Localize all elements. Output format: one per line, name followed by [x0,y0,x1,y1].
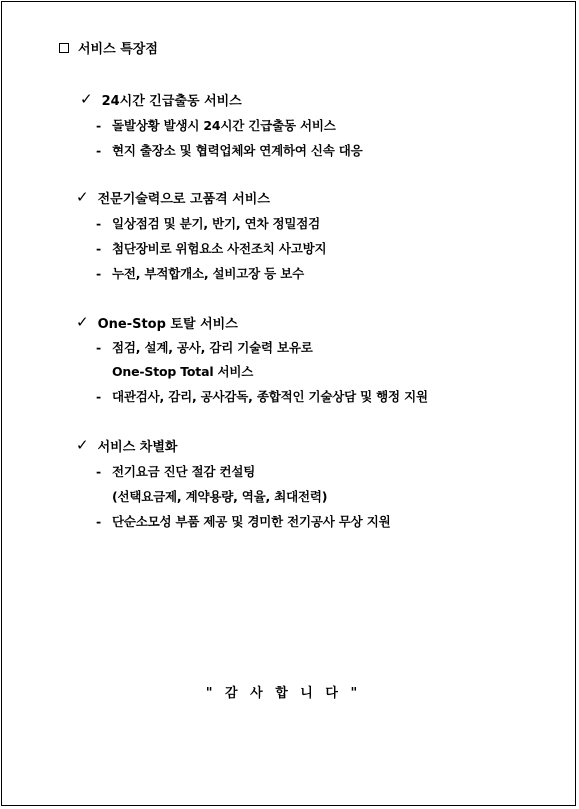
list-item [96,141,363,159]
dash-bullet: - [96,216,101,231]
dash-bullet: - [96,340,101,355]
section-heading-text: One-Stop 토탈 서비스 [97,317,238,332]
list-item-text: 점검, 설계, 공사, 감리 기술력 보유로 [112,340,313,355]
list-item [96,462,255,480]
checkmark-icon: ✓ [80,90,93,108]
list-item-text: 현지 출장소 및 협력업체와 연계하여 신속 대응 [112,143,363,158]
list-item [96,338,313,356]
list-item-text: (선택요금제, 계약용량, 역율, 최대전력) [112,489,328,504]
section-heading-one-stop [76,313,238,332]
list-item [96,512,390,530]
checkbox-icon [59,43,69,53]
list-item [96,387,428,405]
closing-thanks: " 감 사 합 니 다 " [205,686,362,701]
dash-bullet: - [96,389,101,404]
dash-bullet: - [96,118,101,133]
checkmark-icon: ✓ [76,188,89,206]
list-item-text: One-Stop Total 서비스 [112,364,254,379]
section-heading-expertise [76,188,270,207]
list-item-text: 대관검사, 감리, 공사감독, 종합적인 기술상담 및 행정 지원 [112,389,428,404]
list-item-text: 일상점검 및 분기, 반기, 연차 정밀점검 [112,216,320,231]
checkmark-icon: ✓ [76,436,89,454]
document-title [59,38,158,57]
list-item [96,264,304,282]
dash-bullet: - [96,241,101,256]
section-heading-text: 전문기술력으로 고품격 서비스 [97,192,270,207]
section-heading-text: 24시간 긴급출동 서비스 [101,94,242,109]
section-heading-differentiation [76,436,177,455]
list-item-text: 돌발상황 발생시 24시간 긴급출동 서비스 [112,118,336,133]
section-heading-24h [80,90,242,109]
checkmark-icon: ✓ [76,313,89,331]
list-item-text: 단순소모성 부품 제공 및 경미한 전기공사 무상 지원 [112,514,391,529]
list-item-text: 전기요금 진단 절감 컨설팅 [112,464,256,479]
list-item-text: 누전, 부적합개소, 설비고장 등 보수 [112,266,304,281]
dash-bullet: - [96,464,101,479]
dash-bullet: - [96,266,101,281]
list-item-continuation [112,362,253,380]
document-title-text: 서비스 특장점 [78,42,158,57]
list-item [96,116,336,134]
list-item [96,239,326,257]
list-item [96,214,320,232]
list-item-continuation [112,487,327,505]
list-item-text: 첨단장비로 위험요소 사전조치 사고방지 [112,241,327,256]
dash-bullet: - [96,514,101,529]
section-heading-text: 서비스 차별화 [97,440,178,455]
dash-bullet: - [96,143,101,158]
